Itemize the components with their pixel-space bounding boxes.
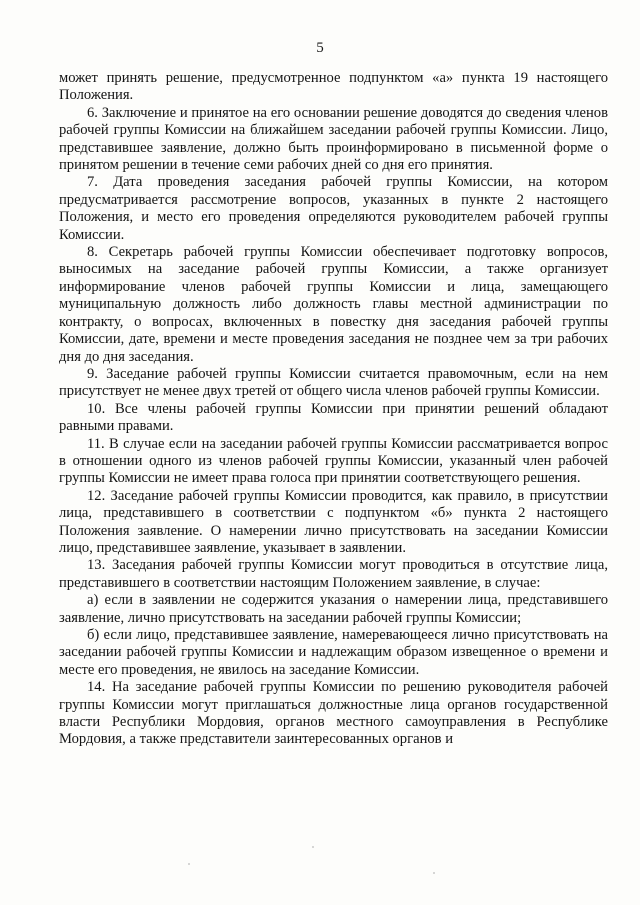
paragraph-13-b: б) если лицо, представившее заявление, намеревающееся лично присутствовать на заседании рабочей группы Комиссии и надлежащим образом извещенное о времени и месте его проведения, не явилось на заседание Комиссии. (59, 627, 608, 678)
paragraph-7: 7. Дата проведения заседания рабочей группы Комиссии, на котором предусматривается рассмотрение вопросов, указанных в пункте 2 настоящего Положения, и место его проведения определяются руководителем рабочей группы Комиссии. (59, 174, 608, 243)
scan-speck (188, 863, 190, 865)
scan-speck (433, 872, 435, 874)
paragraph-12: 12. Заседание рабочей группы Комиссии проводится, как правило, в присутствии лица, представившего в соответствии с подпунктом «б» пункта 2 настоящего Положения заявление. О намерении лично присутствовать на заседании Комиссии лицо, представившее заявление, указывает в заявлении. (59, 487, 608, 556)
paragraph-13-a: а) если в заявлении не содержится указания о намерении лица, представившего заявление, лично присутствовать на заседании рабочей группы Комиссии; (59, 592, 608, 626)
page-number: 5 (316, 40, 324, 56)
paragraph-13: 13. Заседания рабочей группы Комиссии могут проводиться в отсутствие лица, представившего в соответствии настоящим Положением заявление, в случае: (59, 557, 608, 591)
paragraph-6: 6. Заключение и принятое на его основании решение доводятся до сведения членов рабочей группы Комиссии на ближайшем заседании рабочей группы Комиссии. Лицо, представившее заявление, должно быть проинформировано в письменной форме о принятом решении в течение семи рабочих дней со дня его принятия. (59, 104, 608, 174)
paragraph-9: 9. Заседание рабочей группы Комиссии считается правомочным, если на нем присутствует не менее двух третей от общего числа членов рабочей группы Комиссии. (59, 365, 608, 400)
scan-speck (312, 846, 314, 848)
paragraph-continuation: может принять решение, предусмотренное подпунктом «а» пункта 19 настоящего Положения. (59, 70, 608, 104)
paragraph-8: 8. Секретарь рабочей группы Комиссии обеспечивает подготовку вопросов, выносимых на заседание рабочей группы Комиссии, а также организует информирование членов рабочей группы Комиссии и лица, замещающего муниципальную должность либо должность главы местной администрации по контракту, о вопросах, включенных в повестку дня заседания рабочей группы Комиссии, дате, времени и месте проведения заседания не позднее чем за три рабочих дня до дня заседания. (59, 244, 608, 365)
paragraph-10: 10. Все члены рабочей группы Комиссии при принятии решений обладают равными правами. (59, 400, 608, 435)
document-body (59, 70, 608, 749)
paragraph-14: 14. На заседание рабочей группы Комиссии по решению руководителя рабочей группы Комиссии могут приглашаться должностные лица органов государственной власти Республики Мордовия, органов местного самоуправления в Республике Мордовия, а также представители заинтересованных органов и (59, 679, 608, 748)
paragraph-11: 11. В случае если на заседании рабочей группы Комиссии рассматривается вопрос в отношении одного из членов рабочей группы Комиссии, указанный член рабочей группы Комиссии не имеет права голоса при принятии соответствующего решения. (59, 435, 608, 487)
